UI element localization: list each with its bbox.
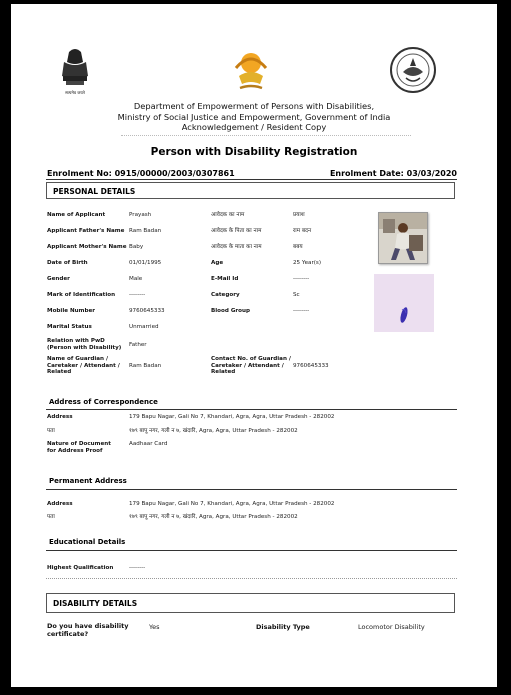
name-hi-label: आवेदक का नाम <box>211 212 245 218</box>
qualification-value: -------- <box>129 565 146 571</box>
blood-label: Blood Group <box>211 308 250 314</box>
dob-label: Date of Birth <box>47 260 88 266</box>
marital-label: Marital Status <box>47 324 92 330</box>
mother-label: Applicant Mother's Name <box>47 244 127 250</box>
corr-address-hi-value: १७९ बापू नगर, गली न ७, खंदारि, Agra, Agra, Uttar Pradesh - 282002 <box>129 428 298 434</box>
perm-address-value: 179 Bapu Nagar, Gali No 7, Khandari, Agra, Agra, Uttar Pradesh - 282002 <box>129 501 335 507</box>
doc-value: Aadhaar Card <box>129 441 168 447</box>
guardian-label-line2: Caretaker / Attendant / <box>47 362 120 369</box>
corr-address-value: 179 Bapu Nagar, Gali No 7, Khandari, Agra, Agra, Uttar Pradesh - 282002 <box>129 414 335 420</box>
blood-value: -------- <box>293 308 310 314</box>
perm-address-label: Address <box>47 501 73 507</box>
page-title: Person with Disability Registration <box>150 146 358 158</box>
disability-details-heading: DISABILITY DETAILS <box>46 593 455 613</box>
mobile-label: Mobile Number <box>47 308 96 314</box>
mobile-value: 9760645333 <box>129 308 165 314</box>
certificate-label <box>47 623 128 638</box>
doc-label <box>47 441 111 454</box>
contact-label <box>211 356 291 376</box>
certificate-label-line2: certificate? <box>47 629 89 638</box>
doc-label-line2: for Address Proof <box>47 447 103 454</box>
contact-label-line2: Caretaker / Attendant / <box>211 362 284 369</box>
applicant-photo <box>378 212 428 264</box>
email-label: E-Mail Id <box>211 276 239 282</box>
permanent-divider <box>46 489 457 490</box>
mother-hi-value: बबय <box>293 244 303 250</box>
relation-label-line1: Relation with PwD <box>47 338 105 344</box>
personal-details-heading: PERSONAL DETAILS <box>46 182 455 199</box>
corr-address-label: Address <box>47 414 73 420</box>
email-value: -------- <box>293 276 310 282</box>
qualification-label: Highest Qualification <box>47 565 114 571</box>
applicant-signature <box>374 274 434 332</box>
doc-label-line1: Nature of Document <box>47 441 111 447</box>
relation-label-line2: (Person with Disability) <box>47 344 122 351</box>
enrolment-number: Enrolment No: 0915/00000/2003/0307861 <box>47 169 235 178</box>
certificate-value: Yes <box>149 623 160 631</box>
guardian-label <box>47 356 120 376</box>
father-hi-label: आवेदक के पिता का नाम <box>211 228 262 234</box>
name-value: Prayash <box>129 212 152 218</box>
guardian-label-line1: Name of Guardian / <box>47 356 109 362</box>
father-value: Ram Badan <box>129 228 162 234</box>
mother-hi-label: आवेदक के माता का नाम <box>211 244 262 250</box>
uttar-pradesh-seal-logo <box>389 46 437 94</box>
relation-value: Father <box>129 342 147 348</box>
festival-logo <box>228 48 274 96</box>
contact-value: 9760645333 <box>293 363 329 369</box>
enrolment-date: Enrolment Date: 03/03/2020 <box>329 169 457 178</box>
dob-value: 01/01/1995 <box>129 260 162 266</box>
mark-value: -------- <box>129 292 146 298</box>
dept-line-1: Department of Empowerment of Persons with Disabilities, <box>133 101 375 111</box>
relation-label <box>47 338 121 351</box>
department-header <box>11 101 497 133</box>
correspondence-heading: Address of Correspondence <box>49 398 158 406</box>
corr-address-hi-label: पता <box>47 428 55 434</box>
gender-value: Male <box>129 276 143 282</box>
national-emblem-logo <box>55 46 95 98</box>
permanent-heading: Permanent Address <box>49 477 127 485</box>
guardian-label-line3: Related <box>47 369 72 375</box>
acknowledgement-page <box>11 4 497 687</box>
age-label: Age <box>211 260 224 266</box>
age-value: 25 Year(s) <box>293 260 322 266</box>
category-value: Sc <box>293 292 300 298</box>
education-bottom-divider <box>46 578 457 579</box>
perm-address-hi-value: १७९ बापू नगर, गली न ७, खंदारि, Agra, Agra, Uttar Pradesh - 282002 <box>129 514 298 520</box>
contact-label-line3: Related <box>211 369 236 375</box>
correspondence-divider <box>46 409 457 410</box>
father-label: Applicant Father's Name <box>47 228 125 234</box>
name-label: Name of Applicant <box>47 212 106 218</box>
mark-label: Mark of Identification <box>47 292 116 298</box>
guardian-value: Ram Badan <box>129 363 162 369</box>
disability-type-value: Locomotor Disability <box>358 623 425 631</box>
name-hi-value: प्रयाश <box>293 212 305 218</box>
enrolment-divider <box>46 179 457 180</box>
certificate-label-line1: Do you have disability <box>47 622 129 630</box>
disability-type-label: Disability Type <box>256 623 310 631</box>
mother-value: Baby <box>129 244 144 250</box>
dept-line-3: Acknowledgement / Resident Copy <box>181 122 327 132</box>
education-heading: Educational Details <box>49 538 126 546</box>
marital-value: Unmarried <box>129 324 159 330</box>
contact-label-line1: Contact No. of Guardian / <box>211 356 291 362</box>
gender-label: Gender <box>47 276 70 282</box>
header-divider <box>121 135 411 136</box>
emblem-caption: सत्यमेव जयते <box>65 90 85 95</box>
perm-address-hi-label: पता <box>47 514 55 520</box>
dept-line-2: Ministry of Social Justice and Empowerment, Government of India <box>117 111 391 122</box>
education-divider <box>46 550 457 551</box>
father-hi-value: राम बदन <box>293 228 312 234</box>
category-label: Category <box>211 292 240 298</box>
